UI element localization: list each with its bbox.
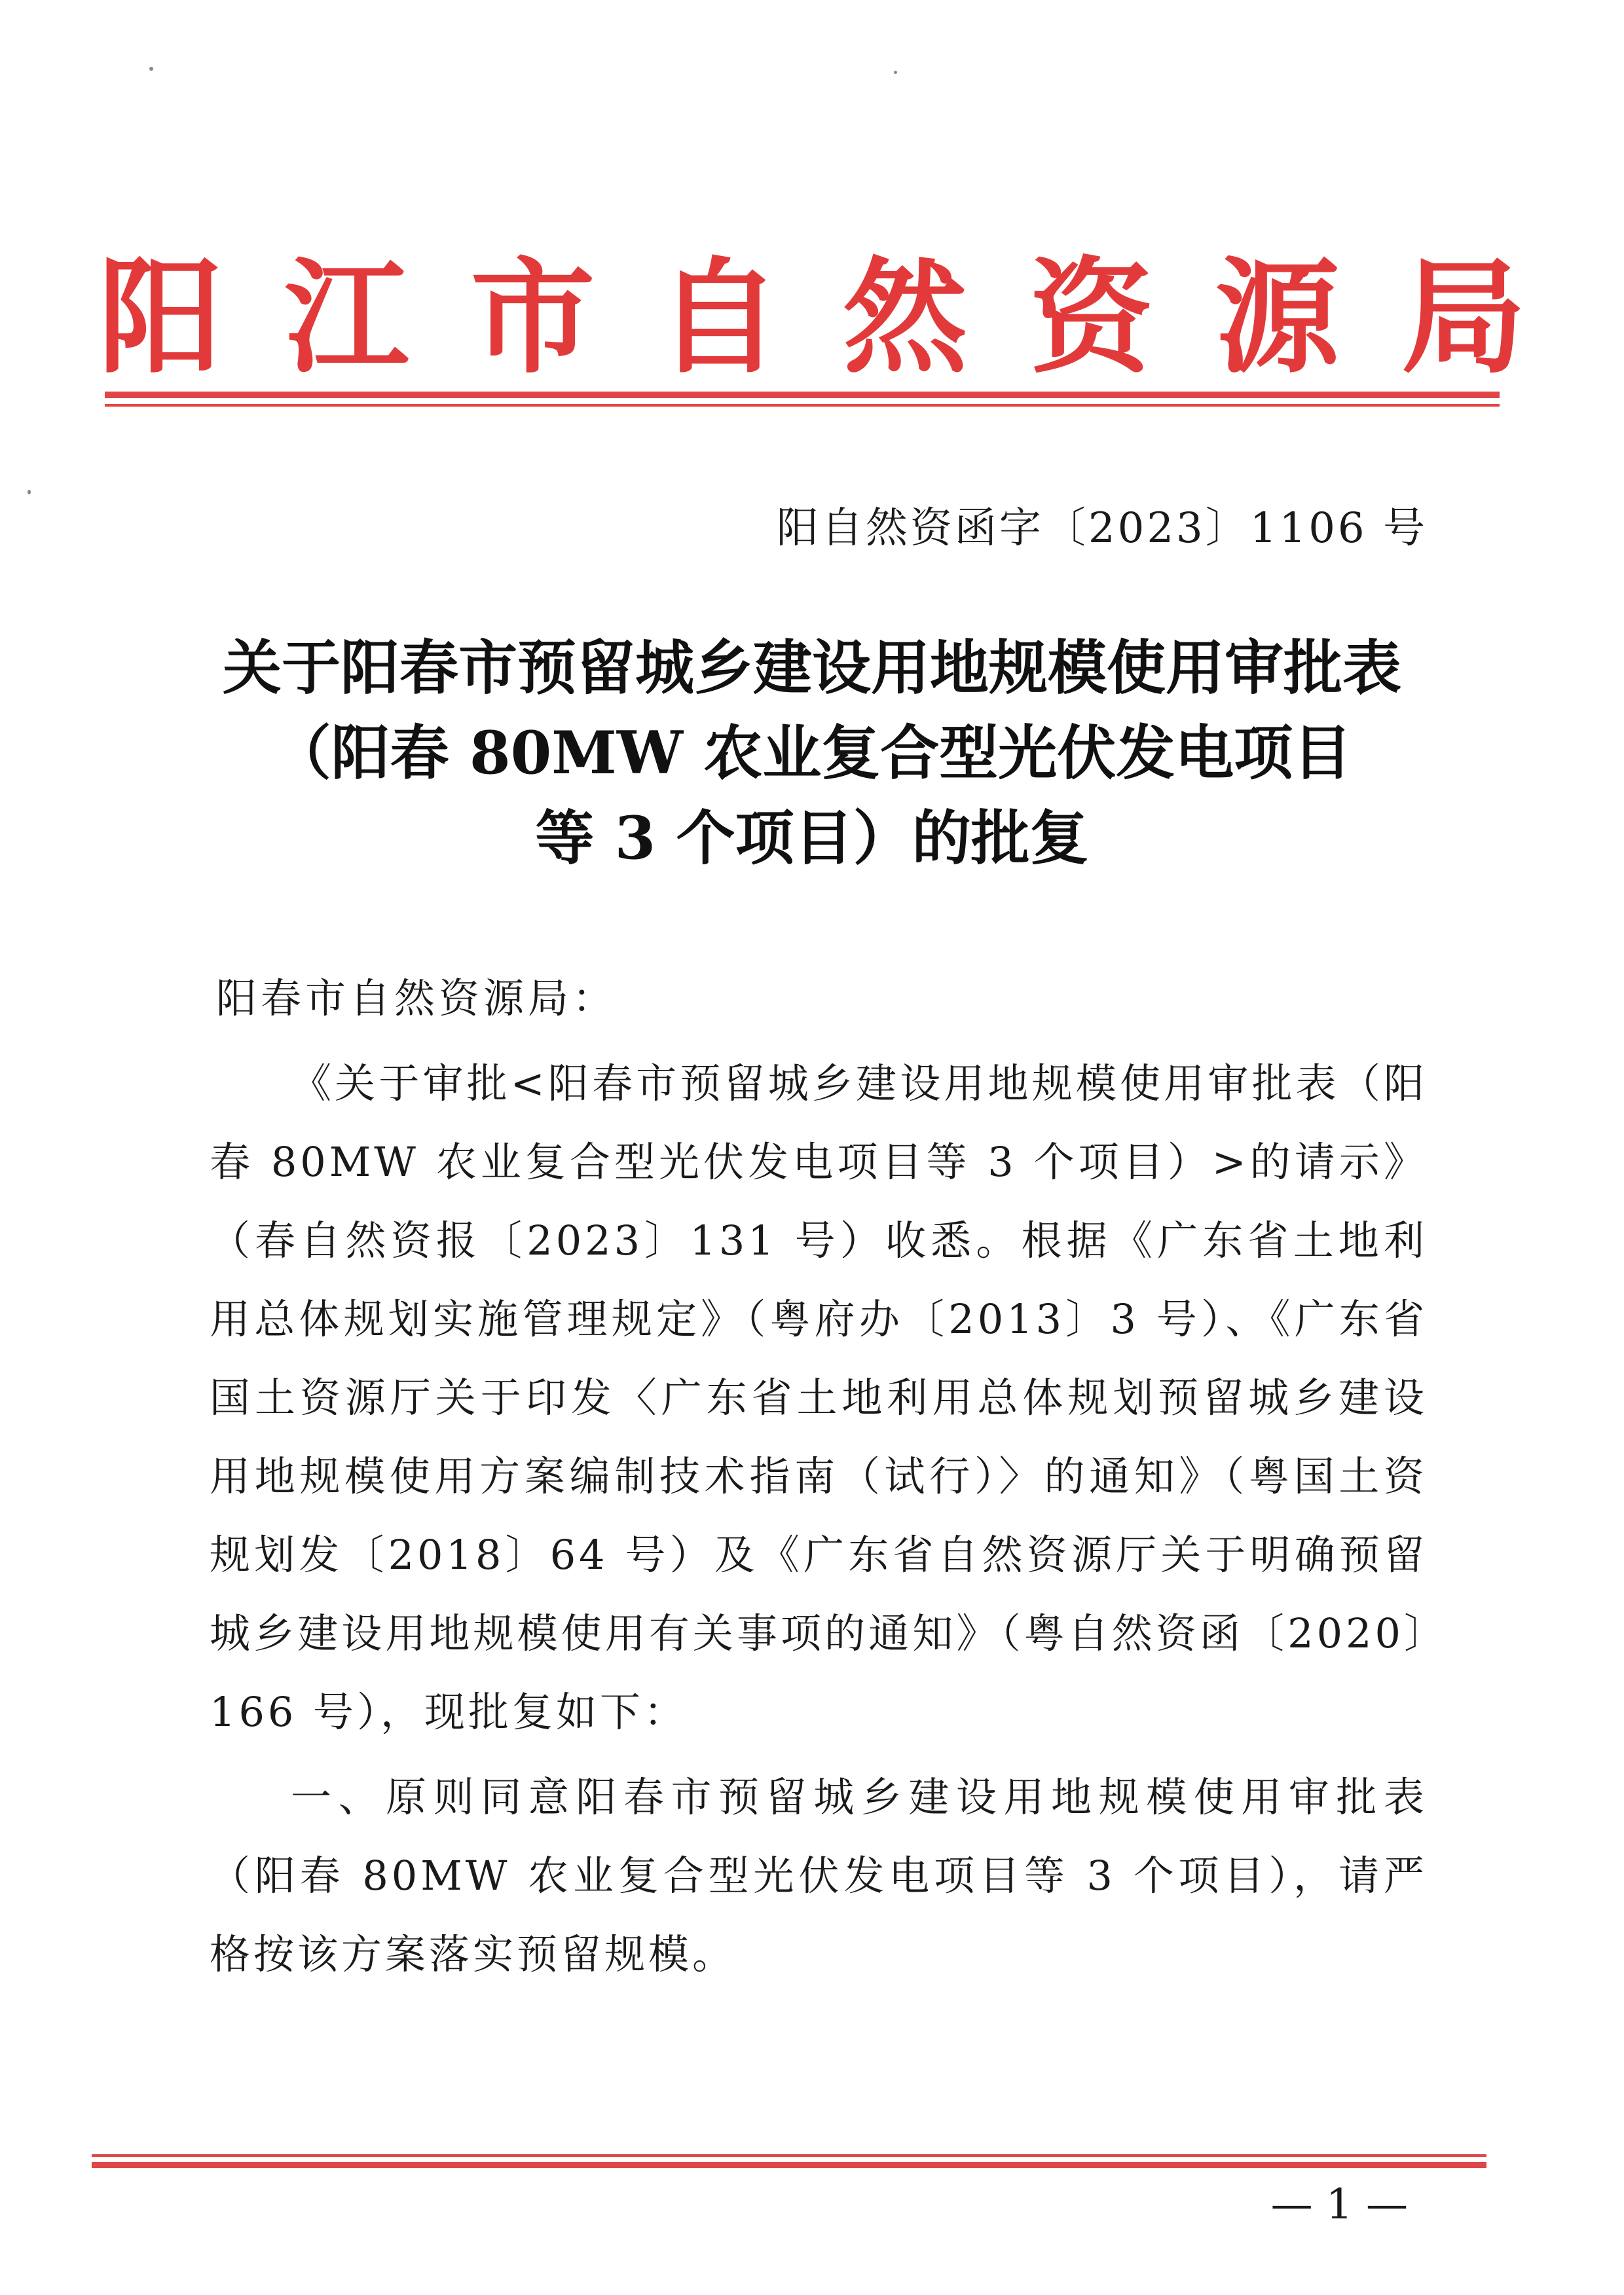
title-line-1: 关于阳春市预留城乡建设用地规模使用审批表 [223,633,1401,703]
letterhead-org-name [98,236,1526,399]
letterhead-char: 自 [656,244,781,390]
body-paragraph-1 [210,1044,1428,1752]
document-number: 阳自然资函字〔2023〕1106 号 [776,504,1428,553]
footer-rule-thin [92,2154,1486,2157]
paragraph-text: 一、原则同意阳春市预留城乡建设用地规模使用审批表（阳春 80MW 农业复合型光伏发电项目等 3 个项目），请严格按该方案落实预留规模。 [210,1773,1428,1978]
scan-speck [894,71,897,74]
letterhead-char: 市 [470,244,595,390]
letterhead-char: 然 [843,244,968,390]
header-rule-thick [105,392,1500,398]
letterhead-char: 江 [284,244,409,390]
letterhead-char: 局 [1401,244,1526,390]
title-line-3: 等 3 个项目）的批复 [535,803,1089,873]
footer-rule-thick [92,2162,1486,2168]
letterhead-char: 阳 [98,244,223,390]
title-line-2: （阳春 80MW 农业复合型光伏发电项目 [272,718,1352,788]
letterhead-char: 源 [1215,244,1340,390]
scan-speck [149,67,153,71]
scan-speck [28,490,31,494]
recipient: 阳春市自然资源局： [216,974,618,1022]
header-rule-thin [105,404,1500,407]
paragraph-text: 《关于审批<阳春市预留城乡建设用地规模使用审批表（阳春 80MW 农业复合型光伏发电项目等 3 个项目）>的请示》（春自然资报〔2023〕131 号）收悉。根据《广东省土地利用总体规划实施管理规定》（粤府办〔2013〕3 号）、《广东省国土资源厅关于印发〈广东省土地利用总体规划预留城乡建设用地规模使用方案编制技术指南（试行）〉的通知》（粤国土资规划发〔2018〕64 号）及《广东省自然资源厅关于明确预留城乡建设用地规模使用有关事项的通知》（粤自然资函〔2020〕166 号），现批复如下： [210,1059,1428,1736]
body-paragraph-2 [210,1758,1428,1994]
document-title [131,625,1493,881]
letterhead-char: 资 [1029,244,1154,390]
page-number: — 1 — [1270,2180,1408,2229]
